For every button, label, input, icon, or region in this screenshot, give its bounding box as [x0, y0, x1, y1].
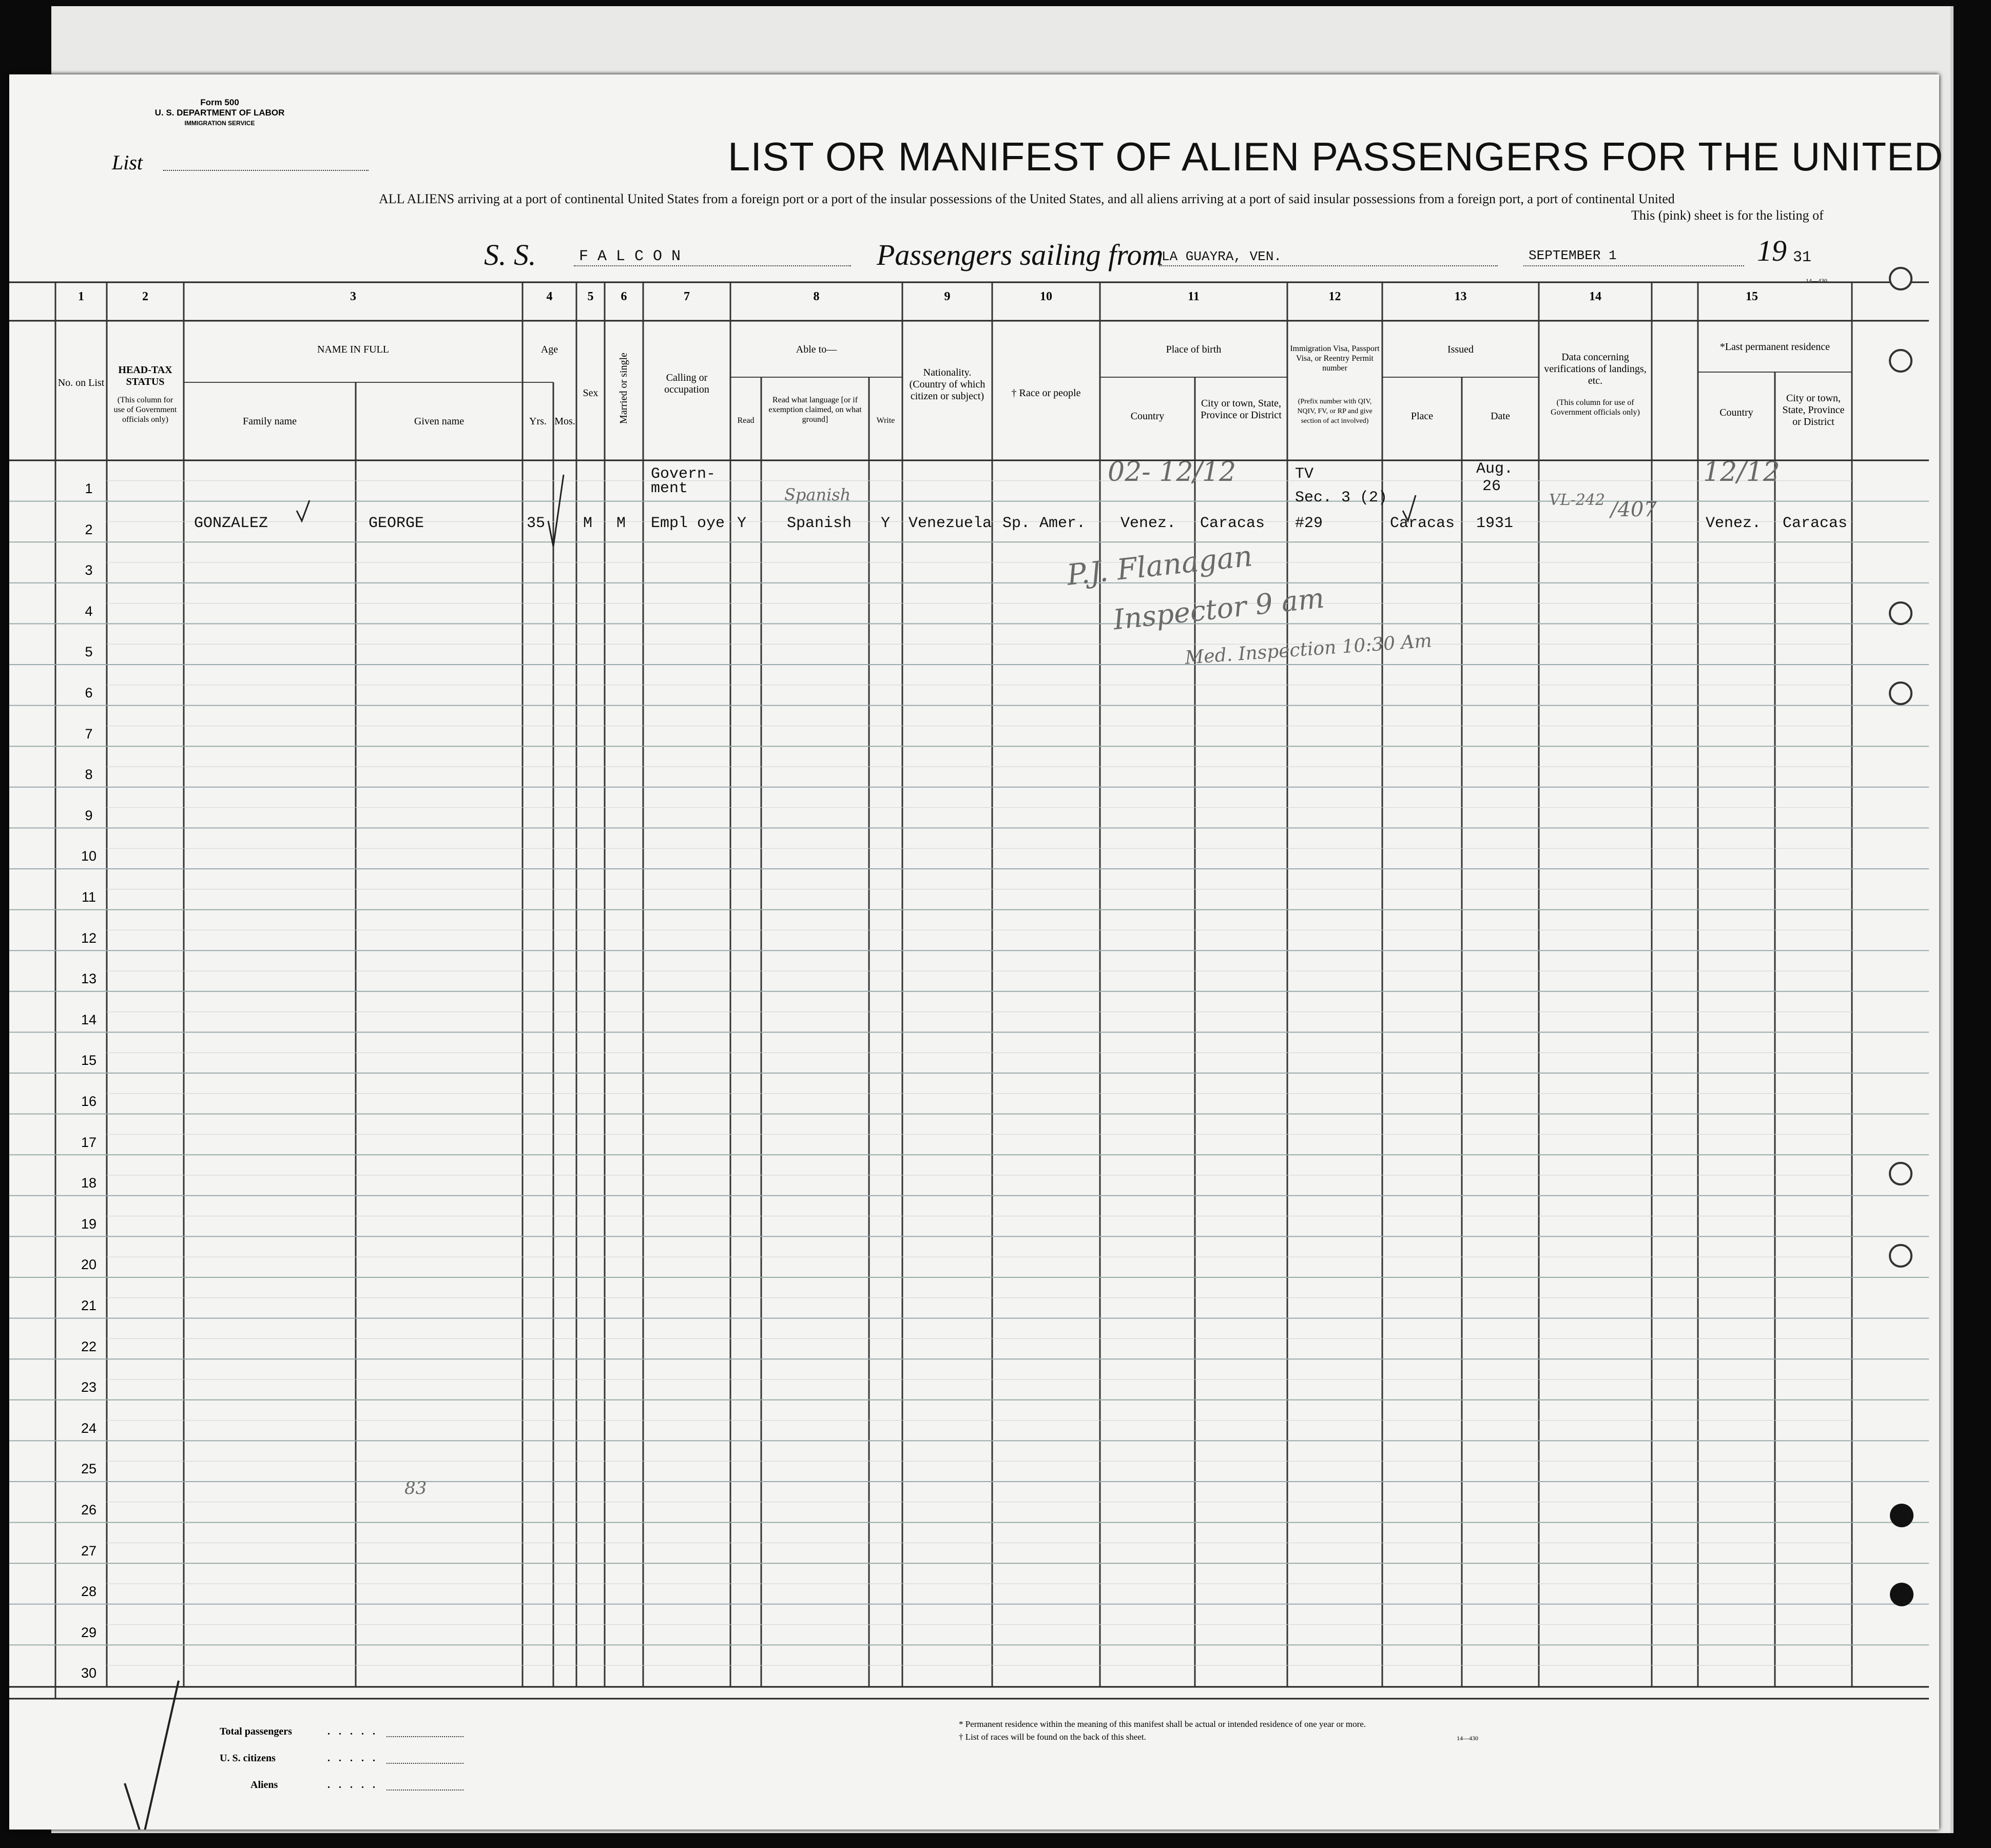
birth-handwritten-mark: 02- 12/12 — [1108, 457, 1236, 488]
res-country-cell: Venez. — [1706, 515, 1762, 532]
col-num-7: 7 — [684, 290, 690, 303]
row-number: 10 — [81, 848, 97, 864]
sex-header: Sex — [583, 387, 598, 399]
mos-header: Mos. — [554, 416, 575, 427]
write-cell: Y — [881, 515, 891, 532]
birth-country-cell: Venez. — [1120, 515, 1176, 532]
read-cell: Y — [737, 515, 747, 532]
occupation-line-1: Govern- — [651, 465, 716, 483]
row-number: 24 — [81, 1420, 97, 1436]
row-number: 26 — [81, 1502, 97, 1518]
col-num-4: 4 — [546, 290, 553, 303]
binder-hole-4 — [1889, 682, 1912, 705]
binder-hole-7 — [1890, 1504, 1913, 1527]
visa-line-2: Sec. 3 (2) — [1295, 489, 1388, 507]
res-city-header: City or town, State, Province or District — [1782, 393, 1845, 427]
birth-country-header: Country — [1130, 411, 1165, 422]
row-number: 2 — [85, 521, 93, 537]
last-residence-header: *Last permanent residence — [1719, 341, 1830, 353]
issued-place-header: Place — [1410, 411, 1434, 422]
citizens-dots: . . . . . — [327, 1753, 378, 1764]
res-country-header: Country — [1719, 407, 1753, 418]
footnote-races: † List of races will be found on the back of this sheet. — [959, 1732, 1146, 1742]
row-number: 18 — [81, 1175, 97, 1191]
ship-name: F A L C O N — [579, 248, 681, 265]
col-num-1: 1 — [78, 290, 84, 303]
res-city-cell: Caracas — [1783, 515, 1848, 532]
data-concerning-header: Data concerning verifications of landings, etc. — [1544, 352, 1647, 386]
age-check-icon — [548, 475, 564, 547]
col-num-3: 3 — [350, 290, 356, 303]
family-name-check-icon — [297, 500, 310, 521]
occupation-line-3: Empl oye — [651, 515, 725, 532]
verification-mark-2: /407 — [1611, 498, 1657, 521]
row-number: 5 — [85, 644, 93, 660]
place-of-birth-header: Place of birth — [1166, 344, 1222, 355]
row-number: 6 — [85, 685, 93, 701]
head-tax-header: HEAD-TAX STATUS — [118, 364, 172, 387]
inspector-signature: P.J. Flanagan — [1065, 539, 1254, 592]
total-dots: . . . . . — [327, 1726, 378, 1737]
col-num-2: 2 — [142, 290, 148, 303]
race-header: † Race or people — [1011, 387, 1081, 399]
year-prefix: 19 — [1757, 234, 1787, 267]
issued-date-line-3: 1931 — [1476, 515, 1514, 532]
age-yrs-cell: 35 — [527, 515, 546, 532]
issued-header: Issued — [1447, 344, 1474, 355]
row-number: 27 — [81, 1543, 97, 1559]
col-num-5: 5 — [587, 290, 594, 303]
form-number: Form 500 — [200, 98, 239, 107]
manifest-sheet — [9, 74, 1944, 1830]
footer-check-icon — [125, 1681, 179, 1830]
birth-city-header: City or town, State, Province or District — [1201, 398, 1282, 421]
row-number: 15 — [81, 1053, 97, 1068]
age-header: Age — [540, 344, 558, 355]
family-name-cell: GONZALEZ — [194, 515, 268, 532]
col-num-13: 13 — [1454, 290, 1467, 303]
language-cell: Spanish — [787, 515, 852, 532]
port-name: LA GUAYRA, VEN. — [1162, 249, 1282, 264]
read-header: Read — [737, 416, 755, 425]
sex-cell: M — [583, 515, 593, 532]
ss-label: S. S. — [484, 238, 536, 271]
write-header: Write — [876, 416, 895, 425]
row-number: 22 — [81, 1338, 97, 1354]
row-number: 9 — [85, 807, 93, 823]
col-num-11: 11 — [1188, 290, 1200, 303]
married-header: Married or single — [618, 353, 629, 424]
row-number: 21 — [81, 1298, 97, 1313]
col-num-8: 8 — [813, 290, 820, 303]
row-number: 17 — [81, 1134, 97, 1150]
row-number: 8 — [85, 767, 93, 783]
visa-note: (Prefix number with QIV, NQIV, FV, or RP and give section of act involved) — [1297, 398, 1373, 425]
subtitle-line-1: ALL ALIENS arriving at a port of continental United States from a foreign port or a port of the insular possessions of the United States, and all aliens arriving at a port of said insular possessions from a foreign port, a port of continental United — [379, 191, 1675, 206]
col-num-6: 6 — [621, 290, 627, 303]
total-line — [386, 1736, 463, 1737]
row-number: 29 — [81, 1624, 97, 1640]
read-what-header: Read what language [or if exemption claimed, on what ground] — [768, 396, 862, 424]
issued-date-line-2: 26 — [1482, 478, 1501, 495]
handwritten-checks — [9, 74, 1939, 1830]
row-number: 12 — [81, 930, 97, 946]
medical-inspection-note: Med. Inspection 10:30 Am — [1184, 630, 1433, 669]
row-number: 25 — [81, 1461, 97, 1477]
row-number: 28 — [81, 1584, 97, 1600]
total-passengers-label: Total passengers — [220, 1726, 292, 1737]
binder-hole-5 — [1889, 1162, 1912, 1185]
issued-date-line-1: Aug. — [1476, 460, 1514, 478]
row-number: 30 — [81, 1665, 97, 1681]
calling-header: Calling or occupation — [664, 372, 709, 395]
inspector-time: Inspector 9 am — [1111, 581, 1326, 636]
race-cell: Sp. Amer. — [1002, 515, 1086, 532]
no-on-list-header: No. on List — [57, 377, 105, 388]
yrs-header: Yrs. — [529, 416, 547, 427]
verification-mark-1: VL-242 — [1549, 491, 1605, 509]
given-name-header: Given name — [414, 416, 465, 427]
aliens-dots: . . . . . — [327, 1779, 378, 1791]
row-number: 13 — [81, 971, 97, 987]
able-to-header: Able to— — [796, 344, 837, 355]
row-number: 14 — [81, 1011, 97, 1027]
binder-hole-3 — [1889, 601, 1912, 625]
issued-check-icon — [1403, 495, 1416, 521]
list-label: List — [112, 151, 143, 174]
col-num-10: 10 — [1040, 290, 1052, 303]
name-in-full-header: NAME IN FULL — [317, 344, 389, 355]
visa-line-3: #29 — [1295, 515, 1323, 532]
footnote-residence: * Permanent residence within the meaning of this manifest shall be actual or intended residence of one year or more. — [959, 1719, 1366, 1729]
row-number: 11 — [81, 889, 96, 905]
given-name-cell: GEORGE — [369, 515, 424, 532]
nationality-header: Nationality. (Country of which citizen or subject) — [909, 367, 985, 402]
binder-hole-6 — [1889, 1244, 1912, 1268]
head-tax-note: (This column for use of Government officials only) — [113, 396, 177, 424]
col-num-9: 9 — [944, 290, 951, 303]
row-number: 3 — [85, 562, 93, 578]
department-label: U. S. DEPARTMENT OF LABOR — [154, 108, 285, 118]
sailing-date: SEPTEMBER 1 — [1529, 248, 1617, 263]
footer-form-code: 14—430 — [1457, 1735, 1478, 1742]
col-num-14: 14 — [1589, 290, 1601, 303]
birth-city-cell: Caracas — [1200, 515, 1265, 532]
row-number: 20 — [81, 1257, 97, 1273]
row-26-mark: 83 — [404, 1478, 427, 1499]
occupation-line-2: ment — [651, 480, 688, 497]
residence-handwritten-mark: 12/12 — [1703, 457, 1780, 488]
nationality-cell: Venezuela — [908, 515, 992, 532]
row-number: 16 — [81, 1094, 97, 1109]
col-num-15: 15 — [1746, 290, 1758, 303]
service-label: IMMIGRATION SERVICE — [184, 120, 255, 127]
form-code-top: 14—430 — [1806, 277, 1827, 284]
issued-place-cell: Caracas — [1390, 515, 1455, 532]
aliens-label: Aliens — [250, 1779, 278, 1791]
marital-cell: M — [616, 515, 626, 532]
manifest-title: LIST OR MANIFEST OF ALIEN PASSENGERS FOR THE UNITED — [728, 134, 1944, 179]
language-handwritten-mark: Spanish — [784, 485, 851, 504]
citizens-label: U. S. citizens — [220, 1753, 276, 1764]
visa-line-1: TV — [1295, 465, 1314, 483]
aliens-line — [386, 1789, 463, 1791]
year-suffix: 31 — [1793, 249, 1812, 266]
visa-header: Immigration Visa, Passport Visa, or Reentry Permit number — [1290, 344, 1380, 373]
binder-hole-1 — [1889, 267, 1912, 290]
data-note: (This column for use of Government officials only) — [1551, 398, 1640, 417]
binder-hole-8 — [1890, 1583, 1913, 1606]
family-name-header: Family name — [243, 416, 297, 427]
row-number: 23 — [81, 1379, 97, 1395]
citizens-line — [386, 1763, 463, 1764]
subtitle-line-2: This (pink) sheet is for the listing of — [1631, 208, 1824, 223]
row-number: 1 — [85, 481, 93, 496]
col-num-12: 12 — [1328, 290, 1341, 303]
row-number: 7 — [85, 726, 93, 742]
binder-hole-2 — [1889, 349, 1912, 373]
row-number: 19 — [81, 1216, 97, 1232]
row-number: 4 — [85, 603, 93, 619]
issued-date-header: Date — [1491, 411, 1510, 422]
sailing-label: Passengers sailing from — [877, 238, 1164, 271]
